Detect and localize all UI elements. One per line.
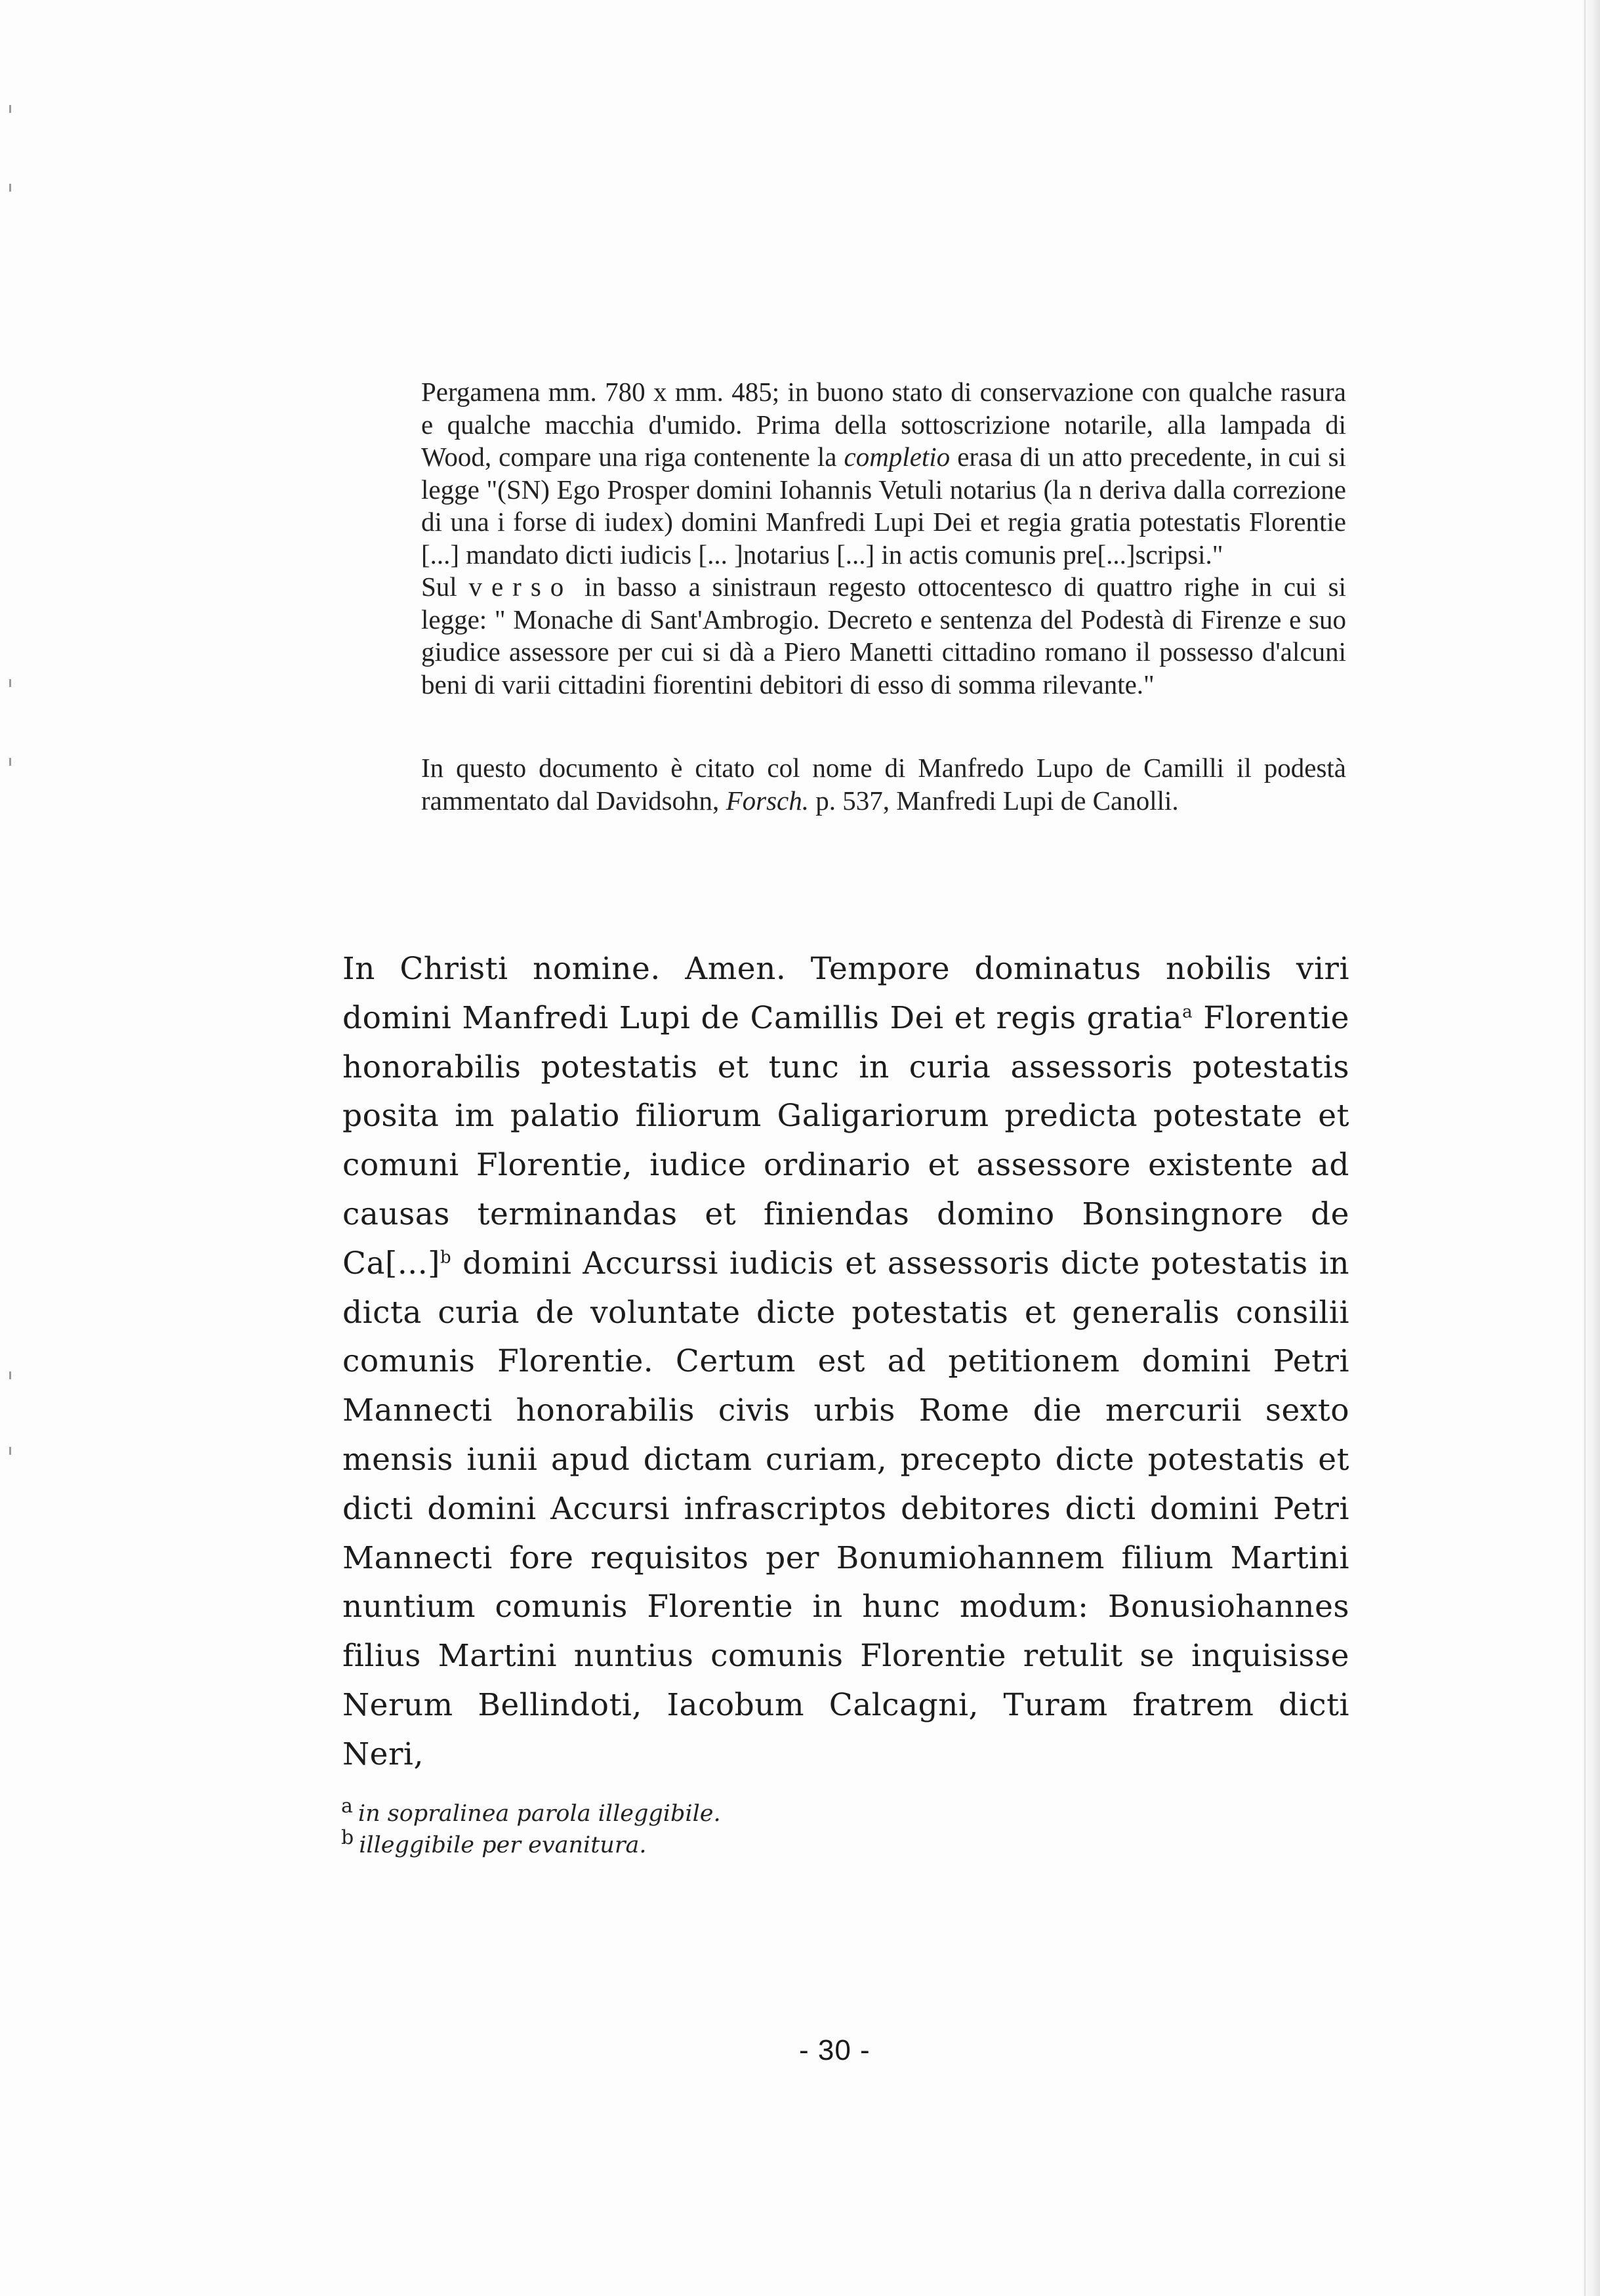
page-edge-line [1584,0,1586,2296]
footnote-ref-a: a [1182,1002,1193,1022]
transcription-text: domini Accurssi iudicis et assessoris dicte potestatis in dicta curia de voluntate dicte potestatis et generalis consilii comunis Florentie. Certum est ad petitionem domini Petri Mannecti honorabilis civis urbis Rome die mercurii sexto mensis iunii apud dictam curiam, precepto dicte potestatis et dicti domini Accursi infrascriptos debitores dicti domini Petri Mannecti fore requisitos per Bonumiohannem filium Martini nuntium comunis Florentie in hunc modum: Bonusiohannes filius Martini nuntius comunis Florentie retulit se inquisisse Nerum Bellindoti, Iacobum Calcagni, Turam fratrem dicti Neri, [342,1245,1349,1772]
margin-mark [9,1371,11,1379]
margin-mark [9,184,11,192]
footnote-item [341,1795,1128,1829]
verso-paragraph [421,571,1346,701]
footnote-mark: b [341,1826,354,1850]
footnotes [341,1795,1128,1861]
description-text: Pergamena mm. 780 x mm. 485; in buono stato di conservazione con qualche rasura e qualche macchia d'umido. Prima della sottoscrizione notarile, alla lampada di Wood, compare una riga contenente la [421,377,1346,472]
archival-description [421,376,1346,817]
margin-mark [9,1447,11,1455]
description-text: erasa di un atto precedente, in cui si legge "(SN) Ego Prosper domini Iohannis Vetuli notarius (la n deriva dalla correzione di una i forse di iudex) domini Manfredi Lupi Dei et regia gratia potestatis Florentie [...] mandato dicti iudicis [... ]notarius [...] in actis comunis pre[...]scripsi." [421,442,1346,570]
footnote-ref-b: b [440,1247,452,1268]
paragraph-gap [421,701,1346,752]
description-paragraph [421,376,1346,571]
verso-prefix: Sul [421,572,469,602]
footnote-item [341,1826,1128,1861]
completio-term: completio [844,442,951,472]
margin-mark [9,758,11,766]
transcription-text: Florentie honorabilis potestatis et tunc in curia assessoris potestatis posita im palatio filiorum Galigariorum predicta potestate et comuni Florentie, iudice ordinario et assessore existente ad causas terminandas et finiendas domino Bonsingnore de Ca[...] [342,999,1349,1282]
citation-text: p. 537, Manfredi Lupi de Canolli. [808,785,1179,816]
citation-paragraph [421,752,1346,817]
verso-text: in basso a sinistraun regesto ottocentesco di quattro righe in cui si legge: " Monache di Sant'Ambrogio. Decreto e sentenza del Podestà di Firenze e suo giudice assessore per cui si dà a Piero Manetti cittadino romano il possesso d'alcuni beni di varii cittadini fiorentini debitori di esso di somma rilevante." [421,572,1346,699]
verso-term: verso [468,572,573,602]
footnote-mark: a [341,1795,353,1818]
page-edge-shadow [1580,0,1600,2296]
citation-text: In questo documento è citato col nome di Manfredo Lupo de Camilli il podestà rammentato dal Davidsohn, [421,753,1346,816]
footnote-text: in sopralinea parola illeggibile. [358,1801,721,1827]
transcription-text: In Christi nomine. Amen. Tempore dominatus nobilis viri domini Manfredi Lupi de Camillis Dei et regis gratia [342,951,1349,1036]
margin-mark [9,679,11,687]
footnote-text: illeggibile per evanitura. [359,1832,647,1858]
page-number: - 30 - [799,2034,871,2066]
latin-transcription [342,945,1349,1780]
margin-mark [9,105,11,113]
forsch-reference: Forsch. [726,785,809,816]
